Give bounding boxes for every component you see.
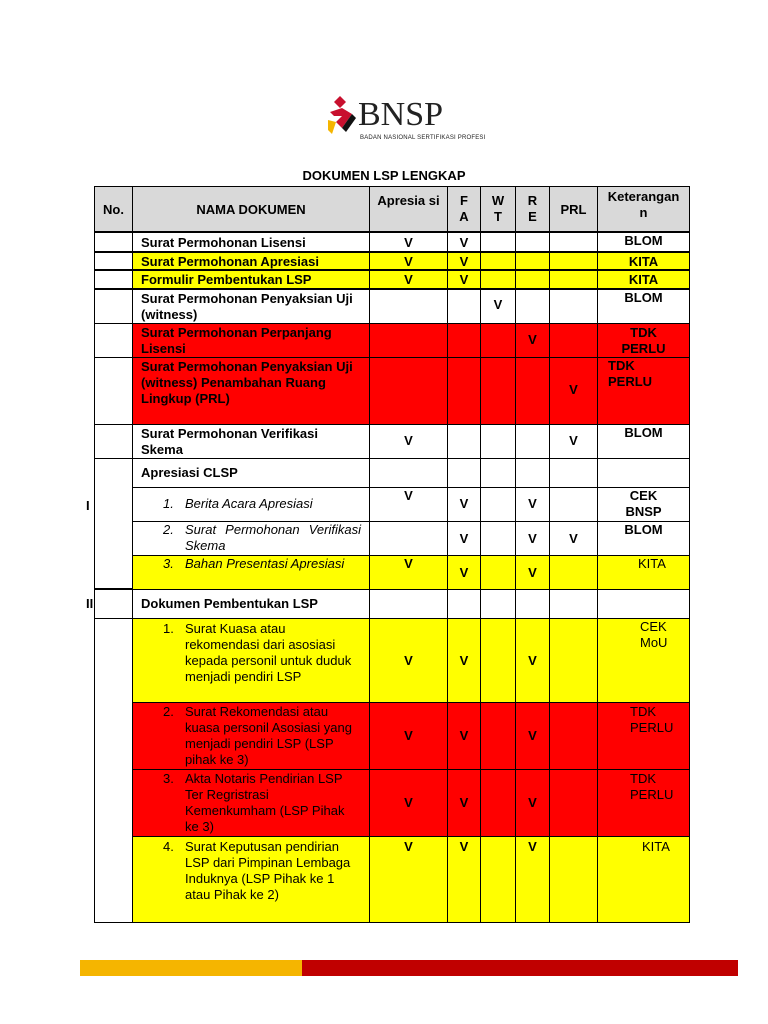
row2-keterangan: KITA bbox=[597, 252, 690, 270]
section2-re bbox=[515, 589, 550, 619]
section2-title: Dokumen Pembentukan LSP bbox=[132, 589, 370, 619]
section2-keterangan bbox=[597, 589, 690, 619]
row5-re: V bbox=[515, 323, 550, 358]
section-mark-2: II bbox=[86, 596, 94, 611]
row3-wt bbox=[480, 270, 516, 289]
section2-item1-apresiasi: V bbox=[369, 618, 448, 703]
section1-item3-prl bbox=[549, 555, 598, 590]
section1-item2-re: V bbox=[515, 521, 550, 556]
section2-item2-re: V bbox=[515, 702, 550, 770]
section2-item1-wt bbox=[480, 618, 516, 703]
header-apresiasi: Apresia si bbox=[369, 186, 448, 232]
row1-no bbox=[94, 232, 133, 252]
row7-wt bbox=[480, 424, 516, 459]
row7-nama: Surat Permohonan Verifikasi Skema bbox=[132, 424, 370, 459]
row2-nama: Surat Permohonan Apresiasi bbox=[132, 252, 370, 270]
row4-nama: Surat Permohonan Penyaksian Uji (witness) bbox=[132, 289, 370, 324]
header-prl: PRL bbox=[549, 186, 598, 232]
row1-re bbox=[515, 232, 550, 252]
row7-prl: V bbox=[549, 424, 598, 459]
row3-fa: V bbox=[447, 270, 481, 289]
section2-item2-apresiasi: V bbox=[369, 702, 448, 770]
row2-apresiasi: V bbox=[369, 252, 448, 270]
section1-item3-nama: Bahan Presentasi Apresiasi bbox=[185, 556, 345, 571]
section1-item1-nama: Berita Acara Apresiasi bbox=[185, 496, 313, 511]
footer-bar-yellow bbox=[80, 960, 302, 976]
section2-fa bbox=[447, 589, 481, 619]
section2-prl bbox=[549, 589, 598, 619]
row4-apresiasi bbox=[369, 289, 448, 324]
section1-item3-wt bbox=[480, 555, 516, 590]
section1-item2-keterangan: BLOM bbox=[597, 521, 690, 556]
section2-item1-re: V bbox=[515, 618, 550, 703]
section1-item3-apresiasi: V bbox=[369, 555, 448, 590]
header-nama: NAMA DOKUMEN bbox=[132, 186, 370, 232]
section2-item2-nama: Surat Rekomendasi atau kuasa personil Asosiasi yang menjadi pendiri LSP (LSP pihak ke 3) bbox=[185, 704, 352, 767]
section2-no-block bbox=[94, 618, 133, 923]
section2-item3-re: V bbox=[515, 769, 550, 837]
logo-wordmark: BNSP bbox=[358, 96, 444, 133]
bnsp-logo bbox=[326, 92, 486, 146]
section2-item1-prl bbox=[549, 618, 598, 703]
section2-item3 bbox=[132, 769, 370, 837]
section2-item4-apresiasi: V bbox=[369, 836, 448, 923]
row2-re bbox=[515, 252, 550, 270]
row5-nama: Surat Permohonan Perpanjang Lisensi bbox=[132, 323, 370, 358]
section2-item2-keterangan: TDK PERLU bbox=[597, 702, 690, 770]
section2-item1-nama: Surat Kuasa atau rekomendasi dari asosiasi kepada personil untuk duduk menjadi pendiri LSP bbox=[185, 621, 352, 684]
section2-item3-prl bbox=[549, 769, 598, 837]
section1-item3-re: V bbox=[515, 555, 550, 590]
section1-item2-num: 2. bbox=[163, 522, 174, 537]
row2-wt bbox=[480, 252, 516, 270]
section1-item2 bbox=[132, 521, 370, 556]
section1-wt bbox=[480, 458, 516, 488]
section2-item4-keterangan: KITA bbox=[597, 836, 690, 923]
section1-item1-keterangan: CEK BNSP bbox=[597, 487, 690, 522]
row6-nama: Surat Permohonan Penyaksian Uji (witness) Penambahan Ruang Lingkup (PRL) bbox=[132, 357, 370, 425]
row5-keterangan: TDK PERLU bbox=[597, 323, 690, 358]
section2-item4-num: 4. bbox=[163, 839, 174, 854]
row7-apresiasi: V bbox=[369, 424, 448, 459]
section1-item1-prl bbox=[549, 487, 598, 522]
row5-fa bbox=[447, 323, 481, 358]
row1-keterangan: BLOM bbox=[597, 232, 690, 252]
section1-fa bbox=[447, 458, 481, 488]
section2-item1-fa: V bbox=[447, 618, 481, 703]
section2-item3-nama: Akta Notaris Pendirian LSP Ter Regristrasi Kemenkumham (LSP Pihak ke 3) bbox=[185, 771, 345, 834]
section2-item4-nama: Surat Keputusan pendirian LSP dari Pimpinan Lembaga Induknya (LSP Pihak ke 1 atau Pihak ke 2) bbox=[185, 839, 351, 902]
section2-item3-apresiasi: V bbox=[369, 769, 448, 837]
section2-wt bbox=[480, 589, 516, 619]
section2-item1 bbox=[132, 618, 370, 703]
row6-no bbox=[94, 357, 133, 425]
section2-item2-fa: V bbox=[447, 702, 481, 770]
row4-prl bbox=[549, 289, 598, 324]
row3-prl bbox=[549, 270, 598, 289]
row3-keterangan: KITA bbox=[597, 270, 690, 289]
section2-item1-num: 1. bbox=[163, 621, 174, 636]
row2-no bbox=[94, 252, 133, 270]
section2-no bbox=[94, 589, 133, 619]
header-wt: W T bbox=[480, 186, 516, 232]
section2-item2-wt bbox=[480, 702, 516, 770]
row3-re bbox=[515, 270, 550, 289]
row6-wt bbox=[480, 357, 516, 425]
section1-item3-num: 3. bbox=[163, 556, 174, 571]
document-title: DOKUMEN LSP LENGKAP bbox=[302, 168, 466, 183]
section1-item1-re: V bbox=[515, 487, 550, 522]
row6-keterangan: TDK PERLU bbox=[597, 357, 690, 425]
row3-apresiasi: V bbox=[369, 270, 448, 289]
row1-prl bbox=[549, 232, 598, 252]
row5-no bbox=[94, 323, 133, 358]
header-no: No. bbox=[94, 186, 133, 232]
row6-apresiasi bbox=[369, 357, 448, 425]
section1-apresiasi bbox=[369, 458, 448, 488]
section1-item2-fa: V bbox=[447, 521, 481, 556]
section2-item4-fa: V bbox=[447, 836, 481, 923]
section2-item4 bbox=[132, 836, 370, 923]
section1-prl bbox=[549, 458, 598, 488]
row2-prl bbox=[549, 252, 598, 270]
row1-fa: V bbox=[447, 232, 481, 252]
section2-item3-num: 3. bbox=[163, 771, 174, 786]
row5-wt bbox=[480, 323, 516, 358]
section1-item2-prl: V bbox=[549, 521, 598, 556]
section1-item1-num: 1. bbox=[163, 496, 174, 511]
row5-prl bbox=[549, 323, 598, 358]
section2-item3-fa: V bbox=[447, 769, 481, 837]
section1-item3 bbox=[132, 555, 370, 590]
section1-item2-wt bbox=[480, 521, 516, 556]
row4-no bbox=[94, 289, 133, 324]
section2-item1-keterangan: CEK MoU bbox=[597, 618, 690, 703]
section1-item1-wt bbox=[480, 487, 516, 522]
section1-item3-fa: V bbox=[447, 555, 481, 590]
section2-item4-re: V bbox=[515, 836, 550, 923]
bnsp-emblem-icon bbox=[326, 94, 358, 138]
row6-fa bbox=[447, 357, 481, 425]
row7-re bbox=[515, 424, 550, 459]
section1-keterangan bbox=[597, 458, 690, 488]
row3-no bbox=[94, 270, 133, 289]
section2-item3-keterangan: TDK PERLU bbox=[597, 769, 690, 837]
row4-fa bbox=[447, 289, 481, 324]
section-mark-1: I bbox=[86, 498, 90, 513]
row4-wt: V bbox=[480, 289, 516, 324]
row7-keterangan: BLOM bbox=[597, 424, 690, 459]
row1-nama: Surat Permohonan Lisensi bbox=[132, 232, 370, 252]
section2-item4-wt bbox=[480, 836, 516, 923]
row7-fa bbox=[447, 424, 481, 459]
section1-item1-fa: V bbox=[447, 487, 481, 522]
section1-item1 bbox=[132, 487, 370, 522]
header-fa: F A bbox=[447, 186, 481, 232]
section1-item3-keterangan: KITA bbox=[597, 555, 690, 590]
row6-re bbox=[515, 357, 550, 425]
section2-item4-prl bbox=[549, 836, 598, 923]
section2-item2-prl bbox=[549, 702, 598, 770]
row2-fa: V bbox=[447, 252, 481, 270]
header-keterangan: Keterangan n bbox=[597, 186, 690, 232]
section1-no bbox=[94, 458, 133, 589]
header-re: R E bbox=[515, 186, 550, 232]
section2-item2-num: 2. bbox=[163, 704, 174, 719]
section2-item2 bbox=[132, 702, 370, 770]
row3-nama: Formulir Pembentukan LSP bbox=[132, 270, 370, 289]
row7-no bbox=[94, 424, 133, 459]
footer-bar-red bbox=[302, 960, 738, 976]
section2-apresiasi bbox=[369, 589, 448, 619]
section1-title: Apresiasi CLSP bbox=[132, 458, 370, 488]
row4-keterangan: BLOM bbox=[597, 289, 690, 324]
section1-item2-nama: Surat Permohonan Verifikasi Skema bbox=[185, 522, 361, 553]
row4-re bbox=[515, 289, 550, 324]
row5-apresiasi bbox=[369, 323, 448, 358]
row6-prl: V bbox=[549, 357, 598, 425]
section1-item2-apresiasi bbox=[369, 521, 448, 556]
logo-subtitle: BADAN NASIONAL SERTIFIKASI PROFESI bbox=[360, 135, 486, 141]
section1-item1-apresiasi: V bbox=[369, 487, 448, 522]
row1-apresiasi: V bbox=[369, 232, 448, 252]
section2-item3-wt bbox=[480, 769, 516, 837]
section1-re bbox=[515, 458, 550, 488]
row1-wt bbox=[480, 232, 516, 252]
